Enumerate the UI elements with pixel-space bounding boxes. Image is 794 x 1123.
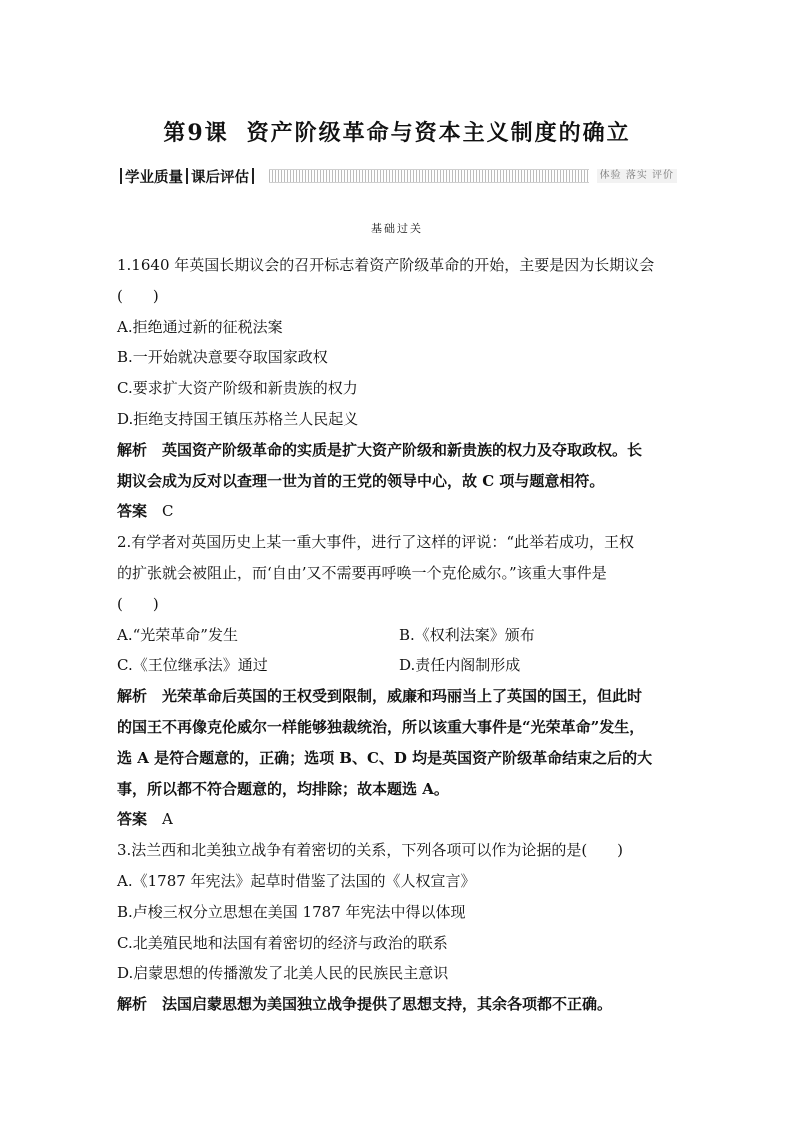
q2-option-a: A.“光荣革命”发生 bbox=[117, 625, 238, 644]
section-heading: 基础过关 bbox=[371, 222, 423, 235]
analysis-label: 解析 bbox=[117, 440, 148, 459]
q2-stem-1: 2.有学者对英国历史上某一重大事件，进行了这样的评说：“此举若成功，王权 bbox=[117, 533, 634, 552]
analysis-label: 解析 bbox=[117, 687, 148, 706]
analysis-label: 解析 bbox=[117, 995, 148, 1014]
q1-analysis-text-2: 期议会成为反对以查理一世为首的王党的领导中心，故 C 项与题意相符。 bbox=[117, 471, 605, 490]
q1-option-b: B.一开始就决意要夺取国家政权 bbox=[117, 348, 328, 367]
q2-options-row-1 bbox=[117, 620, 679, 651]
q2-answer-value: A bbox=[162, 810, 173, 829]
q2-options-row-2 bbox=[117, 650, 679, 681]
q1-analysis bbox=[117, 435, 679, 466]
q1-answer-value: C bbox=[162, 502, 174, 521]
banner-label-1: 学业质量 bbox=[125, 169, 183, 186]
q1-answer bbox=[117, 496, 679, 527]
q1-stem: 1.1640 年英国长期议会的召开标志着资产阶级革命的开始，主要是因为长期议会 bbox=[117, 256, 655, 274]
banner-divider bbox=[186, 168, 188, 184]
q3-option-c: C.北美殖民地和法国有着密切的经济与政治的联系 bbox=[117, 933, 448, 952]
lesson-number: 第9课 bbox=[163, 120, 229, 146]
q2-option-d: D.责任内阁制形成 bbox=[399, 656, 521, 675]
q2-analysis-text-4: 事，所以都不符合题意的，均排除；故本题选 A。 bbox=[117, 779, 449, 798]
q1-option-d: D.拒绝支持国王镇压苏格兰人民起义 bbox=[117, 409, 359, 428]
q1-option-a: A.拒绝通过新的征税法案 bbox=[117, 317, 283, 336]
section-banner bbox=[117, 166, 677, 186]
q2-stem-2: 的扩张就会被阻止，而‘自由’又不需要再呼唤一个克伦威尔。”该重大事件是 bbox=[117, 563, 607, 582]
q1-analysis-text-1: 英国资产阶级革命的实质是扩大资产阶级和新贵族的权力及夺取政权。长 bbox=[162, 440, 643, 459]
banner-divider bbox=[120, 168, 122, 184]
banner-divider bbox=[252, 168, 254, 184]
q3-stem: 3.法兰西和北美独立战争有着密切的关系，下列各项可以作为论据的是( ) bbox=[117, 841, 624, 860]
banner-label-2: 课后评估 bbox=[191, 169, 249, 186]
q2-analysis-text-3: 选 A 是符合题意的，正确；选项 B、C、D 均是英国资产阶级革命结束之后的大 bbox=[117, 748, 653, 767]
question-content bbox=[117, 250, 679, 1020]
q2-option-c: C.《王位继承法》通过 bbox=[117, 656, 268, 675]
q2-analysis-text-2: 的国王不再像克伦威尔一样能够独裁统治，所以该重大事件是“光荣革命”发生， bbox=[117, 717, 645, 736]
banner-label bbox=[117, 166, 257, 186]
q2-analysis-text-1: 光荣革命后英国的王权受到限制，威廉和玛丽当上了英国的国王，但此时 bbox=[162, 687, 643, 706]
banner-hatch bbox=[269, 169, 589, 183]
q3-analysis bbox=[117, 989, 679, 1020]
q1-bracket: ( ) bbox=[117, 286, 159, 305]
q2-option-b: B.《权利法案》颁布 bbox=[399, 625, 535, 644]
q3-option-a: A.《1787 年宪法》起草时借鉴了法国的《人权宣言》 bbox=[117, 871, 476, 890]
q2-bracket: ( ) bbox=[117, 594, 159, 613]
banner-tagline: 体验 落实 评价 bbox=[597, 169, 677, 183]
q3-option-d: D.启蒙思想的传播激发了北美人民的民族民主意识 bbox=[117, 964, 449, 983]
q2-answer bbox=[117, 804, 679, 835]
lesson-title bbox=[0, 116, 794, 147]
q3-analysis-text-1: 法国启蒙思想为美国独立战争提供了思想支持，其余各项都不正确。 bbox=[162, 995, 613, 1014]
lesson-title-text: 资产阶级革命与资本主义制度的确立 bbox=[246, 120, 631, 146]
q3-option-b: B.卢梭三权分立思想在美国 1787 年宪法中得以体现 bbox=[117, 902, 466, 921]
q2-analysis bbox=[117, 681, 679, 712]
q1-option-c: C.要求扩大资产阶级和新贵族的权力 bbox=[117, 379, 358, 398]
answer-label: 答案 bbox=[117, 810, 148, 829]
answer-label: 答案 bbox=[117, 502, 148, 521]
